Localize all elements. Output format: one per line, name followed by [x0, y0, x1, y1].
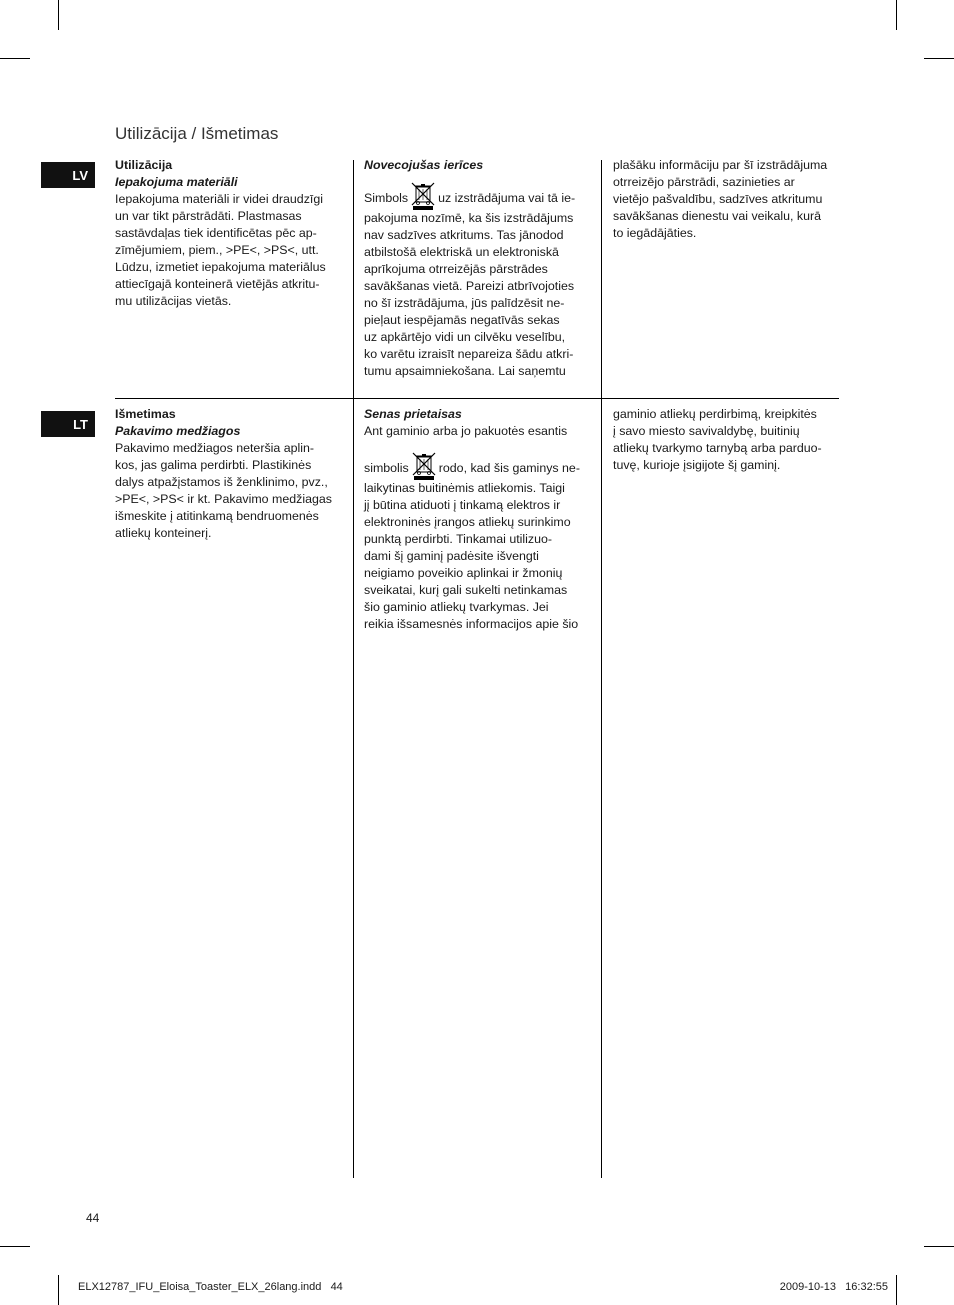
- crossed-out-wheelie-bin-icon: [411, 452, 437, 480]
- crop-mark: [58, 1275, 59, 1305]
- text-fragment: Simbols: [364, 191, 409, 205]
- text-line: tumu apsaimniekošana. Lai saņemtu: [364, 364, 566, 378]
- slug-timestamp: 2009-10-13 16:32:55: [779, 1281, 888, 1293]
- text-line: to iegādājāties.: [613, 226, 697, 240]
- page-title: Utilizācija / Išmetimas: [115, 124, 279, 143]
- language-tab-lt: LT: [41, 411, 95, 437]
- text-line: zīmējumiem, piem., >PE<, >PS<, utt.: [115, 243, 319, 257]
- text-line: uz apkārtējo vidi un cilvēku veselību,: [364, 330, 566, 344]
- language-tab-lv: LV: [41, 162, 95, 188]
- text-line: punktą perdirbti. Tinkamai utilizuo-: [364, 532, 553, 546]
- text-line: atliekų konteinerį.: [115, 526, 212, 540]
- section-subheading: Pakavimo medžiagos: [115, 424, 241, 438]
- lt-column-1: [115, 406, 345, 542]
- slug-filename: ELX12787_IFU_Eloisa_Toaster_ELX_26lang.indd 44: [78, 1281, 343, 1293]
- text-line: atliekų tvarkymo tarnybą arba parduo-: [613, 441, 822, 455]
- lv-column-3: [613, 157, 845, 242]
- text-line: Lūdzu, izmetiet iepakojuma materiālus: [115, 260, 326, 274]
- text-line: Pakavimo medžiagos neteršia aplin-: [115, 441, 315, 455]
- text-line: otrreizējo pārstrādi, sazinieties ar: [613, 175, 795, 189]
- text-line: Ant gaminio arba jo pakuotės esantis: [364, 424, 568, 438]
- text-line: jį būtina atiduoti į tinkamą elektros ir: [364, 498, 561, 512]
- text-fragment: rodo, kad šis gaminys ne-: [438, 461, 580, 475]
- crop-mark: [896, 0, 897, 30]
- text-line: mu utilizācijas vietās.: [115, 294, 232, 308]
- text-line: plašāku informāciju par šī izstrādājuma: [613, 158, 828, 172]
- symbol-line: [364, 452, 594, 480]
- text-line: dami šį gaminį padėsite išvengti: [364, 549, 539, 563]
- text-line: pakojuma nozīmē, ka šis izstrādājums: [364, 211, 574, 225]
- symbol-line: [364, 182, 594, 210]
- text-line: ko varētu izraisīt nepareiza šādu atkri-: [364, 347, 574, 361]
- text-line: sveikatai, kurį gali sukelti netinkamas: [364, 583, 568, 597]
- page-number: 44: [86, 1211, 100, 1225]
- text-line: attiecīgajā konteinerā vietējās atkritu-: [115, 277, 320, 291]
- text-line: savākšanas dienestu vai veikalu, kurā: [613, 209, 822, 223]
- text-line: gaminio atliekų perdirbimą, kreipkitės: [613, 407, 817, 421]
- text-line: neigiamo poveikio aplinkai ir žmonių: [364, 566, 563, 580]
- text-line: savākšanas vietā. Pareizi atbrīvojoties: [364, 279, 575, 293]
- text-line: šio gaminio atliekų tvarkymas. Jei: [364, 600, 549, 614]
- text-line: nav sadzīves atkritums. Tas jānodod: [364, 228, 564, 242]
- text-line: Iepakojuma materiāli ir videi draudzīgi: [115, 192, 323, 206]
- text-line: į savo miesto savivaldybę, buitinių: [613, 424, 800, 438]
- section-subheading: Novecojušas ierīces: [364, 158, 484, 172]
- lt-column-2: [364, 406, 594, 633]
- lv-column-2: [364, 157, 594, 380]
- text-line: no šī izstrādājuma, jūs palīdzēsit ne-: [364, 296, 565, 310]
- text-line: reikia išsamesnės informacijos apie šio: [364, 617, 579, 631]
- crop-mark: [924, 1246, 954, 1247]
- crop-mark: [896, 1275, 897, 1305]
- crossed-out-wheelie-bin-icon: [410, 182, 436, 210]
- text-line: kos, jas galima perdirbti. Plastikinės: [115, 458, 312, 472]
- text-line: elektroninės įrangos atliekų surinkimo: [364, 515, 571, 529]
- text-line: laikytinas buitinėmis atliekomis. Taigi: [364, 481, 565, 495]
- section-subheading: Iepakojuma materiāli: [115, 175, 238, 189]
- text-line: išmeskite į atitinkamą bendruomenės: [115, 509, 319, 523]
- text-line: sastāvdaļas tiek identificētas pēc ap-: [115, 226, 317, 240]
- text-fragment: simbolis: [364, 461, 409, 475]
- text-line: aprīkojuma otrreizējās pārstrādes: [364, 262, 548, 276]
- crop-mark: [924, 58, 954, 59]
- lt-column-3: [613, 406, 845, 474]
- text-line: pieļaut iespējamās negatīvās sekas: [364, 313, 560, 327]
- text-line: dalys atpažįstamos iš ženklinimo, pvz.,: [115, 475, 328, 489]
- crop-mark: [58, 0, 59, 30]
- lv-column-1: [115, 157, 345, 310]
- text-fragment: uz izstrādājuma vai tā ie-: [438, 191, 576, 205]
- section-heading: Utilizācija: [115, 158, 173, 172]
- crop-mark: [0, 1246, 30, 1247]
- section-subheading: Senas prietaisas: [364, 407, 462, 421]
- column-divider: [353, 160, 354, 1178]
- text-line: tuvę, kurioje įsigijote šį gaminį.: [613, 458, 781, 472]
- section-divider: [115, 398, 839, 399]
- column-divider: [601, 160, 602, 1178]
- text-line: >PE<, >PS< ir kt. Pakavimo medžiagas: [115, 492, 332, 506]
- text-line: atbilstošā elektriskā un elektroniskā: [364, 245, 559, 259]
- crop-mark: [0, 58, 30, 59]
- text-line: un var tikt pārstrādāti. Plastmasas: [115, 209, 302, 223]
- text-line: vietējo pašvaldību, sadzīves atkritumu: [613, 192, 823, 206]
- section-heading: Išmetimas: [115, 407, 176, 421]
